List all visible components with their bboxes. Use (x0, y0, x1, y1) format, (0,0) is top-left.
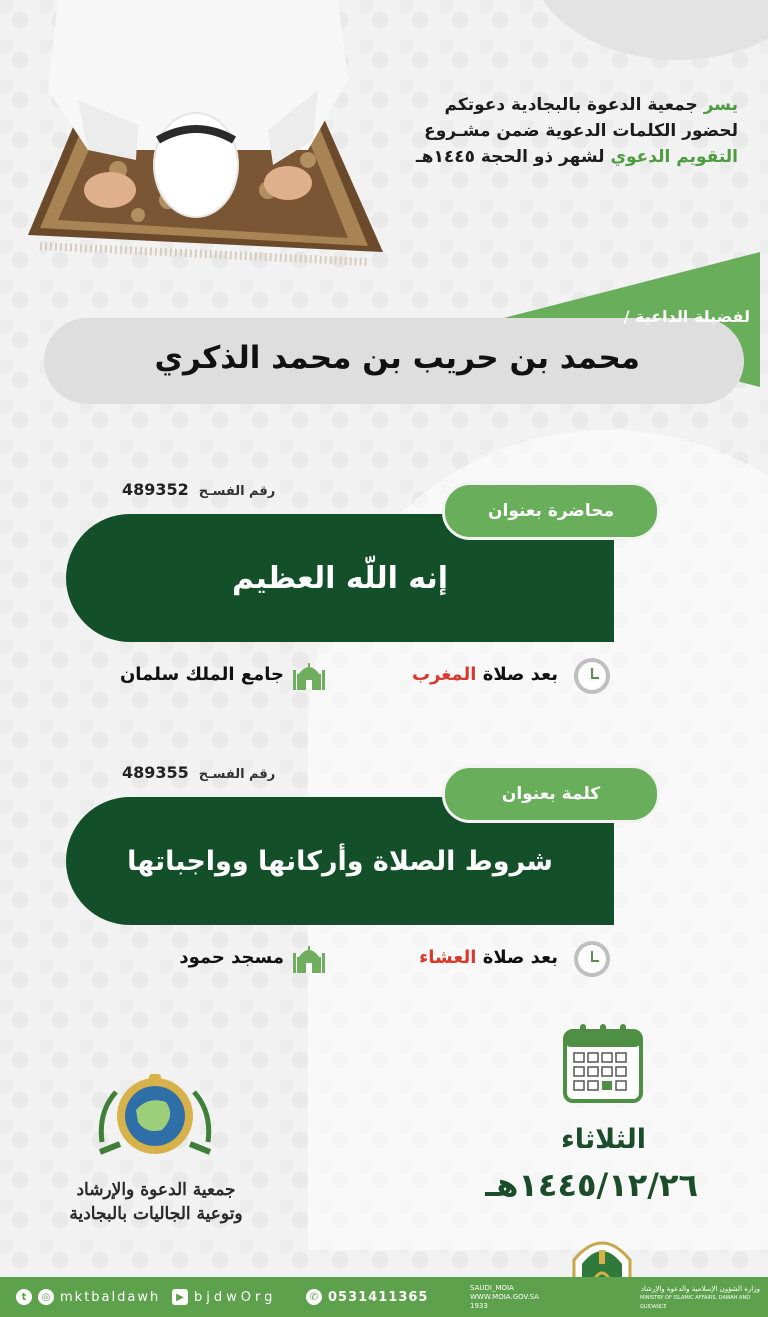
clock-icon (574, 658, 610, 694)
youtube-icon: ▶ (172, 1289, 188, 1305)
twitter-instagram-link[interactable] (16, 1289, 160, 1305)
lecture-1-type-pill: محاضرة بعنوان (442, 482, 660, 540)
whatsapp-number: 0531411365 (328, 1289, 429, 1305)
calendar-icon (562, 1023, 644, 1105)
schedule-date: ١٤٤٥/١٢/٢٦هـ (485, 1166, 698, 1204)
preacher-name: محمد بن حريب بن محمد الذكري (154, 340, 640, 376)
mosque-icon (292, 660, 326, 692)
lecture-1-title: إنه اللّه العظيم (231, 560, 449, 596)
invite-line-1: يسر جمعية الدعوة بالبجادية دعوتكم (444, 95, 738, 115)
whatsapp-link[interactable] (306, 1289, 428, 1305)
mosque-icon (292, 943, 326, 975)
lecture-1-time: بعد صلاة المغرب (411, 664, 558, 685)
ministry-name: وزارة الشؤون الإسلامية والدعوة والإرشاد MINISTRY OF ISLAMIC AFFAIRS, DAWAH AND GUIDANCE (640, 1285, 760, 1310)
invitation-text (358, 92, 738, 170)
schedule-day: الثلاثاء (561, 1124, 646, 1155)
instagram-icon: ◎ (38, 1289, 54, 1305)
twitter-icon: t (16, 1289, 32, 1305)
lecture-2-type-pill: كلمة بعنوان (442, 765, 660, 823)
invite-line-2: لحضور الكلمات الدعوية ضمن مشـروع (424, 121, 738, 141)
ministry-handles: SAUDI_MOIA WWW.MOIA.GOV.SA 1933 (470, 1284, 539, 1310)
lecture-1-place: جامع الملك سلمان (119, 664, 284, 685)
whatsapp-icon: ✆ (306, 1289, 322, 1305)
permit-1: رقم الفسـح489352 (122, 480, 276, 499)
invite-line-3: التقويم الدعوي لشهر ذو الحجة ١٤٤٥هـ (415, 147, 738, 167)
clock-icon (574, 941, 610, 977)
lecture-2-title: شروط الصلاة وأركانها وواجباتها (127, 845, 553, 877)
preacher-label: لفضيلة الداعية / (623, 307, 750, 326)
twitter-handle: mktbaldawh (60, 1289, 161, 1305)
lecture-2-time: بعد صلاة العشاء (419, 947, 558, 968)
prayer-illustration (18, 0, 388, 272)
permit-2: رقم الفسـح489355 (122, 763, 276, 782)
lecture-2-place: مسجد حمود (179, 947, 284, 968)
youtube-handle: bjdwOrg (194, 1289, 277, 1305)
society-logo (96, 1072, 214, 1164)
society-name: جمعية الدعوة والإرشاد وتوعية الجاليات بالبجادية (69, 1180, 243, 1224)
youtube-link[interactable] (172, 1289, 276, 1305)
